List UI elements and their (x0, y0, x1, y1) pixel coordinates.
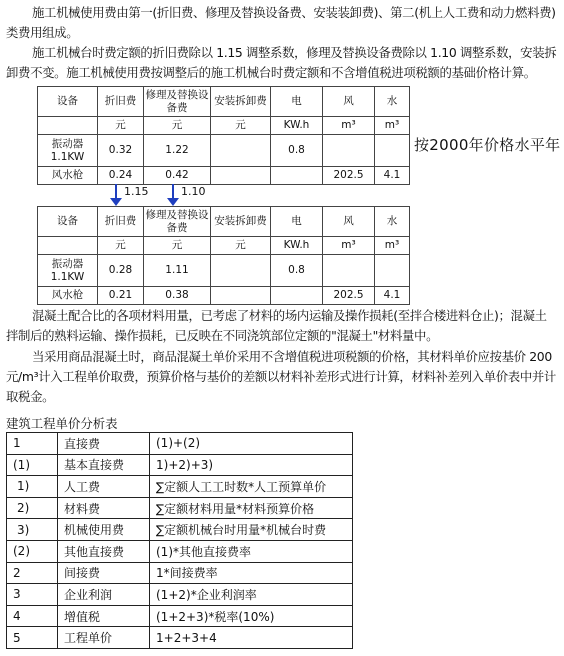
table-row (38, 255, 410, 287)
table-cell (375, 255, 410, 287)
unit-cell: 元 (98, 237, 144, 255)
table-cell: 4.1 (375, 287, 410, 305)
row-item: 其他直接费 (58, 540, 150, 562)
table-cell: 0.38 (144, 287, 211, 305)
unit-cell (38, 237, 98, 255)
unit-cell (38, 117, 98, 135)
header-water: 水 (375, 207, 410, 237)
machinery-rate-table-original (37, 86, 410, 185)
row-item: 机械使用费 (58, 519, 150, 541)
row-number: 5 (7, 627, 58, 649)
row-item: 增值税 (58, 605, 150, 627)
table-cell (271, 287, 323, 305)
unit-cell: 元 (144, 237, 211, 255)
table-cell (323, 255, 375, 287)
table-cell (323, 135, 375, 167)
table-row (7, 519, 353, 541)
down-arrow-icon (167, 184, 179, 206)
row-item: 工程单价 (58, 627, 150, 649)
paragraph-commercial-concrete: 当采用商品混凝土时，商品混凝土单价采用不含增值税进项税额的价格，其材料单价应按基价 200元/m³计入工程单价取费，预算价格与基价的差额以材料补差形式进行计算，材料补差列入单价表中并计取税金。 (6, 349, 556, 404)
table-cell (211, 135, 271, 167)
table-row (7, 476, 353, 498)
unit-cell: KW.h (271, 117, 323, 135)
equipment-name: 振动器1.1KW (38, 255, 98, 287)
row-formula: ∑定额机械台时用量*机械台时费 (150, 519, 353, 541)
table-row (7, 433, 353, 455)
header-electricity: 电 (271, 87, 323, 117)
table-units-row (38, 117, 410, 135)
row-formula: (1+2)*企业利润率 (150, 584, 353, 606)
table-row (38, 135, 410, 167)
row-item: 人工费 (58, 476, 150, 498)
table-cell: 202.5 (323, 167, 375, 185)
table-cell: 0.42 (144, 167, 211, 185)
unit-cell: 元 (98, 117, 144, 135)
header-repair: 修理及替换设备费 (144, 87, 211, 117)
table-cell (211, 255, 271, 287)
header-repair: 修理及替换设备费 (144, 207, 211, 237)
row-formula: ∑定额材料用量*材料预算价格 (150, 497, 353, 519)
repair-factor-label: 1.10 (181, 185, 206, 198)
row-formula: 1*间接费率 (150, 562, 353, 584)
table-cell: 0.21 (98, 287, 144, 305)
header-depreciation: 折旧费 (98, 207, 144, 237)
depreciation-factor-label: 1.15 (124, 185, 149, 198)
table-row (7, 562, 353, 584)
paragraph-concrete-mix: 混凝土配合比的各项材料用量，已考虑了材料的场内运输及操作损耗(至拌合楼进料仓止)；混凝土拌制后的熟料运输、操作损耗，已反映在不同浇筑部位定额的"混凝土"材料量中。 (6, 308, 547, 343)
equipment-name: 振动器1.1KW (38, 135, 98, 167)
header-equipment: 设备 (38, 207, 98, 237)
header-install: 安装拆卸费 (211, 87, 271, 117)
table-header-row (38, 87, 410, 117)
price-level-note: 按2000年价格水平年 (414, 136, 561, 154)
machinery-rate-table-adjusted (37, 206, 410, 305)
row-item: 企业利润 (58, 584, 150, 606)
row-item: 间接费 (58, 562, 150, 584)
table-cell (271, 167, 323, 185)
row-formula: (1)+(2) (150, 433, 353, 455)
unit-cell: m³ (323, 117, 375, 135)
header-air: 风 (323, 87, 375, 117)
paragraph-machinery-cost-composition: 施工机械使用费由第一(折旧费、修理及替换设备费、安装装卸费)、第二(机上人工费和动力燃料费)类费用组成。 (6, 5, 556, 40)
header-air: 风 (323, 207, 375, 237)
table-header-row (38, 207, 410, 237)
header-equipment: 设备 (38, 87, 98, 117)
row-number: 4 (7, 605, 58, 627)
row-number: 2 (7, 562, 58, 584)
table-cell: 202.5 (323, 287, 375, 305)
row-number: (2) (7, 540, 58, 562)
unit-cell: m³ (323, 237, 375, 255)
unit-cell: 元 (211, 117, 271, 135)
row-number: 1) (7, 476, 58, 498)
table-row (7, 497, 353, 519)
row-number: 2) (7, 497, 58, 519)
paragraph-machinery-adjustment: 施工机械台时费定额的折旧费除以 1.15 调整系数，修理及替换设备费除以 1.10 调整系数，安装拆卸费不变。施工机械使用费按调整后的施工机械台时费定额和不含增值税进项税额的基础价格计算。 (6, 45, 557, 80)
table-cell (211, 167, 271, 185)
table-cell: 0.8 (271, 255, 323, 287)
table-row (38, 167, 410, 185)
row-number: 3) (7, 519, 58, 541)
row-item: 材料费 (58, 497, 150, 519)
table-cell: 4.1 (375, 167, 410, 185)
table-cell: 0.28 (98, 255, 144, 287)
header-water: 水 (375, 87, 410, 117)
header-electricity: 电 (271, 207, 323, 237)
unit-cell: KW.h (271, 237, 323, 255)
unit-cell: 元 (211, 237, 271, 255)
table-row (7, 605, 353, 627)
unit-cell: 元 (144, 117, 211, 135)
row-formula: (1)*其他直接费率 (150, 540, 353, 562)
table-row (7, 627, 353, 649)
table-cell (211, 287, 271, 305)
equipment-name: 风水枪 (38, 167, 98, 185)
down-arrow-icon (110, 184, 122, 206)
row-item: 基本直接费 (58, 454, 150, 476)
table-units-row (38, 237, 410, 255)
row-formula: (1+2+3)*税率(10%) (150, 605, 353, 627)
row-formula: 1)+2)+3) (150, 454, 353, 476)
header-depreciation: 折旧费 (98, 87, 144, 117)
unit-cell: m³ (375, 237, 410, 255)
table-row (38, 287, 410, 305)
row-formula: ∑定额人工工时数*人工预算单价 (150, 476, 353, 498)
unit-price-analysis-table (6, 432, 353, 649)
table-cell (375, 135, 410, 167)
table-row (7, 454, 353, 476)
row-number: (1) (7, 454, 58, 476)
row-number: 1 (7, 433, 58, 455)
table-cell: 1.22 (144, 135, 211, 167)
table-cell: 0.8 (271, 135, 323, 167)
table-row (7, 540, 353, 562)
table-cell: 0.32 (98, 135, 144, 167)
analysis-table-title: 建筑工程单价分析表 (6, 416, 118, 431)
table-row (7, 584, 353, 606)
row-formula: 1+2+3+4 (150, 627, 353, 649)
header-install: 安装拆卸费 (211, 207, 271, 237)
table-cell: 1.11 (144, 255, 211, 287)
row-number: 3 (7, 584, 58, 606)
table-cell: 0.24 (98, 167, 144, 185)
unit-cell: m³ (375, 117, 410, 135)
equipment-name: 风水枪 (38, 287, 98, 305)
row-item: 直接费 (58, 433, 150, 455)
